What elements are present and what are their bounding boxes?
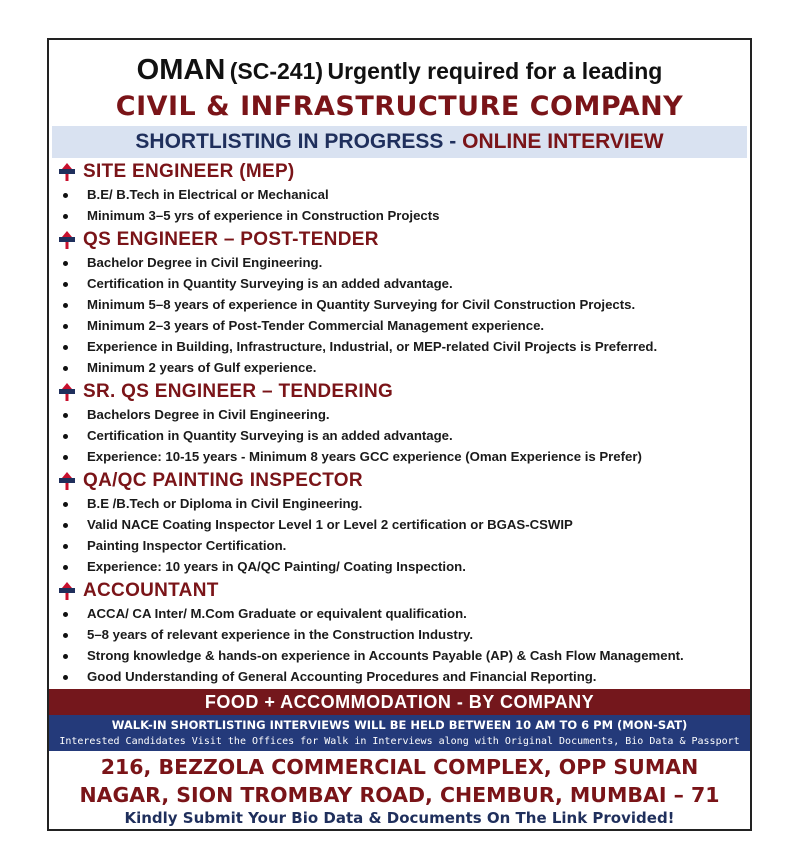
requirement-item: Certification in Quantity Surveying is an added advantage. — [57, 273, 750, 294]
requirement-item: Bachelor Degree in Civil Engineering. — [57, 252, 750, 273]
requirement-item: Strong knowledge & hands-on experience in Accounts Payable (AP) & Cash Flow Management. — [57, 645, 750, 666]
requirement-item: 5–8 years of relevant experience in the Construction Industry. — [57, 624, 750, 645]
walkin-schedule: WALK-IN SHORTLISTING INTERVIEWS WILL BE HELD BETWEEN 10 AM TO 6 PM (MON-SAT) — [111, 718, 688, 732]
walkin-instructions: Interested Candidates Visit the Offices for Walk in Interviews along with Original Documents, Bio Data & Passport — [59, 736, 740, 747]
office-address — [49, 753, 750, 809]
requirement-item: B.E/ B.Tech in Electrical or Mechanical — [57, 184, 750, 205]
pushpin-arrow-icon — [57, 382, 77, 402]
job-section — [49, 160, 750, 226]
requirement-item: Painting Inspector Certification. — [57, 535, 750, 556]
country-label: OMAN — [136, 54, 226, 86]
section-header — [57, 160, 750, 184]
pushpin-arrow-icon — [57, 471, 77, 491]
job-sections — [49, 160, 750, 687]
shortlisting-text: SHORTLISTING IN PROGRESS - — [135, 130, 457, 153]
section-header — [57, 579, 750, 603]
requirement-item: Experience in Building, Infrastructure, Industrial, or MEP-related Civil Projects is Preferred. — [57, 336, 750, 357]
address-line-2: NAGAR, SION TROMBAY ROAD, CHEMBUR, MUMBAI – 71 — [79, 783, 720, 807]
submit-note: Kindly Submit Your Bio Data & Documents On The Link Provided! — [124, 809, 675, 827]
requirement-item: Certification in Quantity Surveying is an added advantage. — [57, 425, 750, 446]
requirement-item: Experience: 10-15 years - Minimum 8 years GCC experience (Oman Experience is Prefer) — [57, 446, 750, 467]
requirement-list — [57, 603, 750, 687]
job-section — [49, 380, 750, 467]
section-header — [57, 469, 750, 493]
job-section — [49, 579, 750, 687]
section-title: SITE ENGINEER (MEP) — [83, 161, 295, 182]
job-section — [49, 469, 750, 577]
pushpin-arrow-icon — [57, 162, 77, 182]
requirement-list — [57, 493, 750, 577]
section-title: QS ENGINEER – POST-TENDER — [83, 229, 379, 250]
address-line-1: 216, BEZZOLA COMMERCIAL COMPLEX, OPP SUMAN — [100, 755, 699, 779]
job-section — [49, 228, 750, 378]
section-header — [57, 228, 750, 252]
requirement-item: B.E /B.Tech or Diploma in Civil Engineering. — [57, 493, 750, 514]
poster-title — [49, 54, 750, 90]
requirement-list — [57, 184, 750, 226]
requirement-item: Minimum 5–8 years of experience in Quantity Surveying for Civil Construction Projects. — [57, 294, 750, 315]
walkin-banner — [49, 715, 750, 751]
requirement-item: Good Understanding of General Accounting Procedures and Financial Reporting. — [57, 666, 750, 687]
requirement-item: Valid NACE Coating Inspector Level 1 or Level 2 certification or BGAS-CSWIP — [57, 514, 750, 535]
job-poster — [47, 38, 752, 831]
requirement-list — [57, 404, 750, 467]
section-header — [57, 380, 750, 404]
tagline: Urgently required for a leading — [327, 58, 663, 84]
shortlisting-banner — [52, 126, 747, 158]
pushpin-arrow-icon — [57, 230, 77, 250]
pushpin-arrow-icon — [57, 581, 77, 601]
interview-text: ONLINE INTERVIEW — [462, 130, 664, 153]
food-accommodation-banner: FOOD + ACCOMMODATION - BY COMPANY — [49, 689, 750, 715]
company-heading: CIVIL & INFRASTRUCTURE COMPANY — [115, 91, 684, 122]
requirement-list — [57, 252, 750, 378]
requirement-item: Minimum 2–3 years of Post-Tender Commercial Management experience. — [57, 315, 750, 336]
section-title: SR. QS ENGINEER – TENDERING — [83, 381, 394, 402]
section-title: QA/QC PAINTING INSPECTOR — [83, 470, 363, 491]
section-title: ACCOUNTANT — [83, 580, 219, 601]
requirement-item: Minimum 3–5 yrs of experience in Construction Projects — [57, 205, 750, 226]
ref-code: (SC-241) — [229, 58, 324, 84]
requirement-item: Experience: 10 years in QA/QC Painting/ Coating Inspection. — [57, 556, 750, 577]
requirement-item: Minimum 2 years of Gulf experience. — [57, 357, 750, 378]
requirement-item: Bachelors Degree in Civil Engineering. — [57, 404, 750, 425]
requirement-item: ACCA/ CA Inter/ M.Com Graduate or equivalent qualification. — [57, 603, 750, 624]
